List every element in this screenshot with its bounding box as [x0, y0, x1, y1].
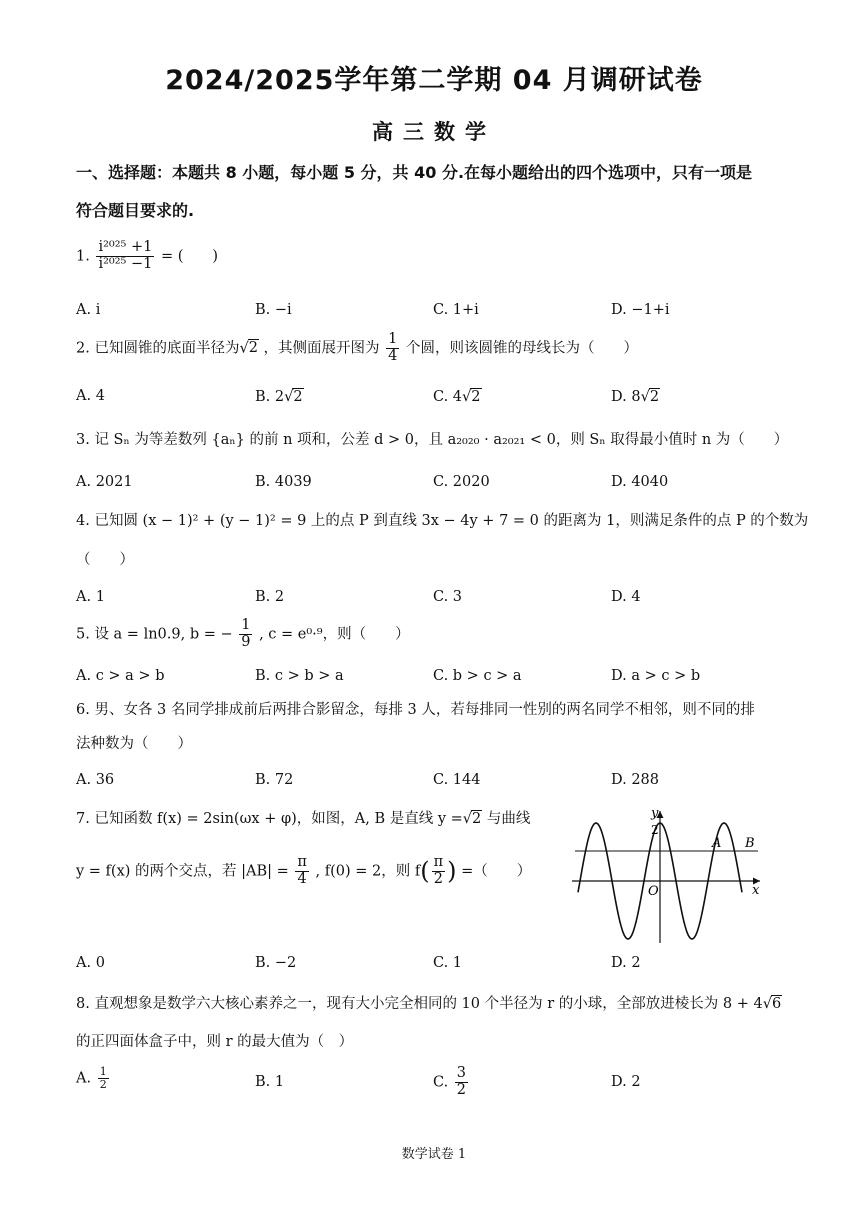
section-header-line2: 符合题目要求的. — [76, 201, 195, 220]
question-5-frac-den: 9 — [241, 633, 251, 650]
question-6-line1: 6. 男、女各 3 名同学排成前后两排合影留念，每排 3 人，若每排同一性别的两名同学不相邻，则不同的排 — [76, 702, 755, 718]
q2-option-a: A. 4 — [76, 388, 105, 404]
sine-graph — [570, 803, 770, 948]
q2-option-c-text: C. 4 — [433, 389, 463, 405]
question-8-radicand: 6 — [771, 996, 782, 1012]
page-footer: 数学试卷 1 — [401, 1147, 467, 1162]
q3-option-b: B. 4039 — [255, 474, 312, 490]
question-6-line2: 法种数为（ ） — [76, 736, 192, 752]
question-2-post: 个圆，则该圆锥的母线长为（ ） — [406, 340, 638, 357]
question-2-fraction — [386, 332, 399, 365]
question-8-line2: 的正四面体盒子中，则 r 的最大值为（ ） — [76, 1034, 354, 1050]
question-7-line2-mid: , f(0) = 2，则 f — [315, 863, 421, 880]
q5-option-c: C. b > c > a — [433, 668, 522, 684]
q1-option-d: D. −1+i — [611, 302, 670, 318]
sqrt-sign: √ — [762, 996, 772, 1012]
q8-option-c-num: 3 — [456, 1065, 467, 1081]
question-7-frac1-num: π — [297, 854, 307, 870]
q3-option-d: D. 4040 — [611, 474, 669, 490]
q2-option-d-text: D. 8 — [611, 389, 641, 405]
q4-option-c: C. 3 — [433, 589, 463, 605]
q8-option-c — [433, 1066, 470, 1099]
question-7-line2-post: =（ ） — [461, 863, 532, 880]
q7-option-d: D. 2 — [611, 955, 641, 971]
sqrt-sign: √ — [462, 811, 473, 827]
question-2 — [76, 332, 638, 365]
q2-option-d — [611, 388, 660, 405]
q1-option-b: B. −i — [255, 302, 292, 318]
q1-option-c: C. 1+i — [433, 302, 479, 318]
q6-option-b: B. 72 — [255, 772, 294, 788]
sqrt-sign: √ — [640, 389, 650, 405]
question-1-fraction — [96, 240, 154, 273]
question-4-line1: 4. 已知圆 (x − 1)² + (y − 1)² = 9 上的点 P 到直线 3x − 4y + 7 = 0 的距离为 1，则满足条件的点 P 的个数为 — [76, 513, 809, 529]
q6-option-a: A. 36 — [76, 772, 115, 788]
y-axis-label: y — [651, 806, 659, 821]
question-7-line1-pre: 7. 已知函数 f(x) = 2sin(ωx + φ)，如图，A, B 是直线 y = — [76, 811, 463, 827]
paren-left: ( — [420, 857, 430, 886]
q5-option-b: B. c > b > a — [255, 668, 344, 684]
question-5-fraction — [239, 618, 252, 651]
question-1 — [76, 240, 218, 273]
question-1-numerator: i²⁰²⁵ +1 — [98, 239, 153, 255]
point-b-label: B — [745, 836, 755, 851]
q4-option-d: D. 4 — [611, 589, 641, 605]
question-2-radicand: 2 — [248, 340, 258, 357]
question-7-frac1-den: 4 — [297, 870, 307, 887]
question-4-line2: （ ） — [76, 552, 134, 568]
q2-option-c-radicand: 2 — [471, 389, 481, 405]
subject-subtitle: 高三数学 — [372, 120, 496, 144]
question-2-pre: 2. 已知圆锥的底面半径为 — [76, 340, 240, 357]
q8-option-a — [76, 1066, 111, 1091]
q5-option-d: D. a > c > b — [611, 668, 701, 684]
question-7-line1 — [76, 810, 530, 828]
q8-option-c-fraction — [455, 1066, 468, 1099]
question-1-number: 1. — [76, 248, 90, 265]
question-1-tail: = ( ) — [160, 248, 219, 265]
q7-option-c: C. 1 — [433, 955, 463, 971]
paren-right: ) — [447, 857, 457, 886]
question-5-frac-num: 1 — [241, 617, 251, 633]
question-7-fraction-2 — [432, 855, 446, 888]
q3-option-a: A. 2021 — [76, 474, 133, 490]
q6-option-d: D. 288 — [611, 772, 660, 788]
question-7-fraction-1 — [295, 855, 309, 888]
q7-option-b: B. −2 — [255, 955, 297, 971]
point-a-label: A — [712, 836, 722, 851]
question-7-frac2-den: 2 — [433, 870, 443, 887]
q5-option-a: A. c > a > b — [76, 668, 165, 684]
q8-option-a-num: 1 — [99, 1065, 107, 1078]
q2-option-b-radicand: 2 — [293, 389, 303, 405]
question-7-frac2-num: π — [433, 854, 444, 870]
question-2-frac-num: 1 — [388, 331, 398, 347]
question-2-mid: ，其侧面展开图为 — [263, 340, 380, 357]
question-7-radicand: 2 — [472, 811, 482, 827]
q8-option-c-den: 2 — [456, 1081, 467, 1098]
question-8-line1 — [76, 995, 782, 1013]
sqrt-sign: √ — [239, 340, 249, 357]
q7-option-a: A. 0 — [76, 955, 105, 971]
section-header-line1: 一、选择题：本题共 8 小题，每小题 5 分，共 40 分.在每小题给出的四个选项中，只有一项是 — [76, 163, 753, 182]
tick-2-label: 2 — [651, 823, 659, 837]
question-5-post: , c = e⁰·⁹，则（ ） — [259, 626, 410, 643]
question-3: 3. 记 Sₙ 为等差数列 {aₙ} 的前 n 项和，公差 d > 0，且 a₂₀₂₀ · a₂₀₂₁ < 0，则 Sₙ 取得最小值时 n 为（ ） — [76, 432, 789, 448]
q8-option-b: B. 1 — [255, 1074, 285, 1090]
q3-option-c: C. 2020 — [433, 474, 490, 490]
q1-option-a: A. i — [76, 302, 101, 318]
x-axis-label: x — [752, 883, 760, 898]
q4-option-a: A. 1 — [76, 589, 105, 605]
q8-option-c-label: C. — [433, 1074, 449, 1091]
q2-option-b — [255, 388, 304, 405]
q2-option-d-radicand: 2 — [649, 389, 660, 405]
question-1-denominator: i²⁰²⁵ −1 — [98, 255, 153, 272]
q2-option-c — [433, 388, 482, 405]
sqrt-sign: √ — [462, 389, 472, 405]
question-7-line1-post: 与曲线 — [482, 811, 531, 827]
question-7-line2 — [76, 855, 531, 888]
q8-option-a-den: 2 — [99, 1078, 107, 1092]
question-5 — [76, 618, 410, 651]
question-5-pre: 5. 设 a = ln0.9, b = − — [76, 626, 233, 643]
origin-label: O — [648, 884, 659, 899]
sqrt-sign: √ — [284, 389, 294, 405]
q8-option-a-label: A. — [76, 1070, 92, 1087]
q8-option-d: D. 2 — [611, 1074, 641, 1090]
question-2-frac-den: 4 — [388, 347, 398, 364]
question-7-line2-pre: y = f(x) 的两个交点，若 |AB| = — [76, 863, 289, 880]
q8-option-a-fraction — [98, 1066, 109, 1091]
q2-option-b-text: B. 2 — [255, 389, 285, 405]
q4-option-b: B. 2 — [255, 589, 285, 605]
page-title: 2024/2025学年第二学期 04 月调研试卷 — [165, 65, 703, 96]
question-8-line1-pre: 8. 直观想象是数学六大核心素养之一，现有大小完全相同的 10 个半径为 r 的小球，全部放进棱长为 8 + 4 — [76, 996, 763, 1012]
q6-option-c: C. 144 — [433, 772, 481, 788]
